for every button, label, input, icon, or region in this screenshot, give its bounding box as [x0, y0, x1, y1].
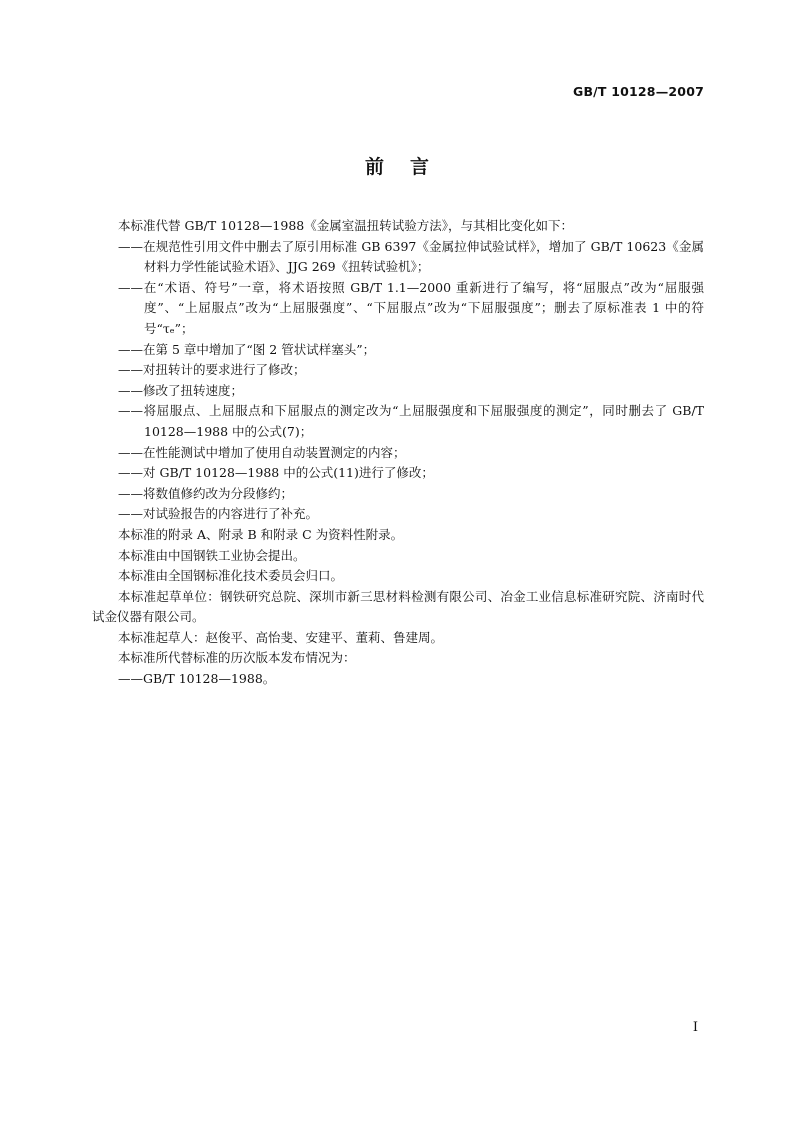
proposer-paragraph: 本标准由中国钢铁工业协会提出。 — [118, 547, 306, 563]
administrator-paragraph: 本标准由全国钢标准化技术委员会归口。 — [118, 568, 344, 584]
change-item: ——对 GB/T 10128—1988 中的公式(11)进行了修改； — [118, 465, 434, 481]
foreword-body — [92, 216, 704, 690]
history-item: ——GB/T 10128—1988。 — [118, 671, 276, 687]
change-item: ——在“术语、符号”一章，将术语按照 GB/T 1.1—2000 重新进行了编写，将“屈服点”改为“屈服强度”、“上屈服点”改为“上屈服强度”、“下屈服点”改为“下屈服强度”；删去了原标准表 1 中的符号“τₑ”； — [118, 279, 704, 336]
change-item: ——在第 5 章中增加了“图 2 管状试样塞头”； — [118, 341, 376, 357]
history-list — [92, 669, 704, 690]
document-code: GB/T 10128—2007 — [572, 84, 704, 99]
change-item: ——将屈服点、上屈服点和下屈服点的测定改为“上屈服强度和下屈服强度的测定”，同时删去了 GB/T 10128—1988 中的公式(7)； — [118, 403, 704, 439]
drafting-units-paragraph: 本标准起草单位：钢铁研究总院、深圳市新三思材料检测有限公司、冶金工业信息标准研究院、济南时代试金仪器有限公司。 — [92, 588, 704, 625]
change-item: ——对扭转计的要求进行了修改； — [118, 362, 306, 378]
history-intro-paragraph: 本标准所代替标准的历次版本发布情况为： — [118, 650, 356, 666]
change-item: ——在性能测试中增加了使用自动装置测定的内容； — [118, 444, 406, 460]
change-item: ——对试验报告的内容进行了补充。 — [118, 506, 319, 522]
annex-paragraph: 本标准的附录 A、附录 B 和附录 C 为资料性附录。 — [118, 526, 404, 542]
page-title: 前言 — [364, 156, 455, 178]
change-item: ——修改了扭转速度； — [118, 382, 244, 398]
changes-list — [92, 237, 704, 525]
intro-paragraph: 本标准代替 GB/T 10128—1988《金属室温扭转试验方法》，与其相比变化如下： — [118, 218, 573, 233]
change-item: ——将数值修约改为分段修约； — [118, 485, 294, 501]
drafters-paragraph: 本标准起草人：赵俊平、高怡斐、安建平、董莉、鲁建周。 — [118, 629, 444, 645]
change-item: ——在规范性引用文件中删去了原引用标准 GB 6397《金属拉伸试验试样》，增加了 GB/T 10623《金属材料力学性能试验术语》、JJG 269《扭转试验机》； — [118, 238, 704, 275]
page-number: I — [692, 1020, 698, 1035]
